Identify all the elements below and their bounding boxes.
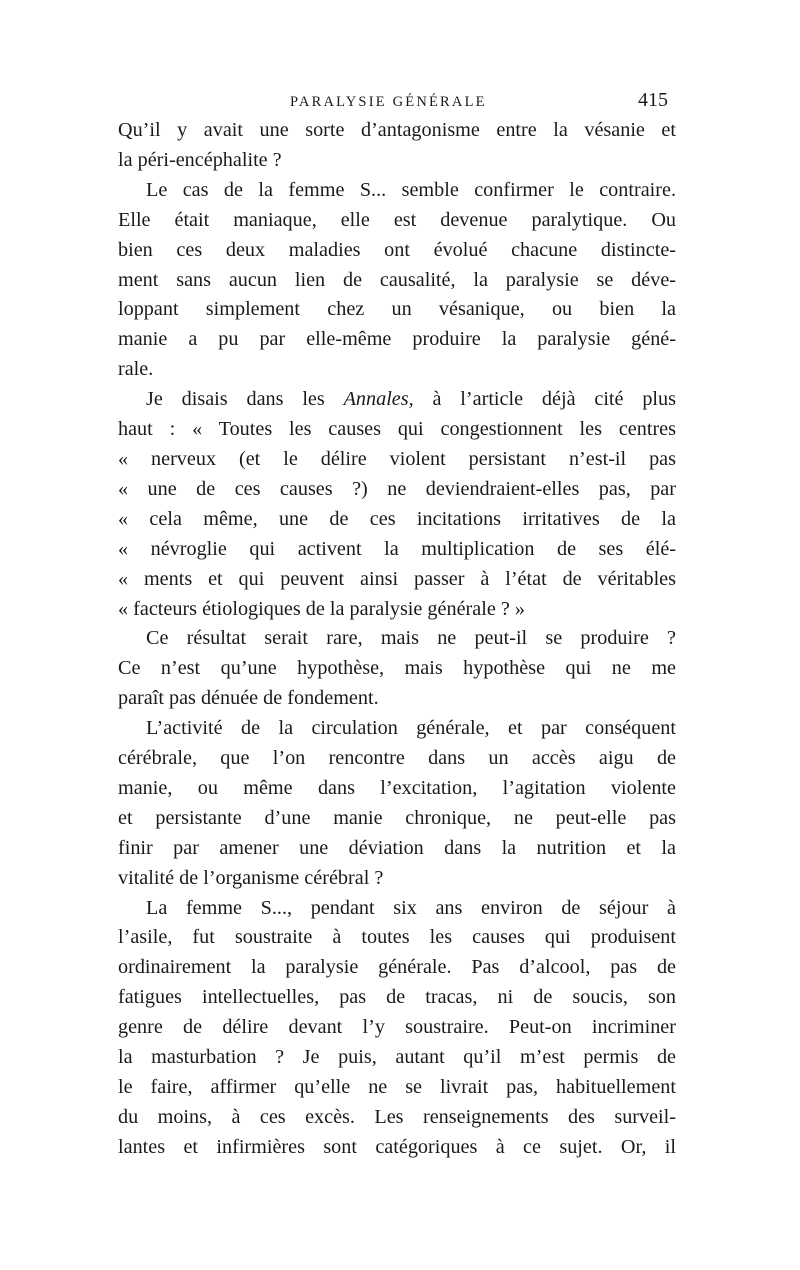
text-line: « névroglie qui activent la multiplication de ses élé- [118,537,676,560]
text-line: Ce n’est qu’une hypothèse, mais hypothèse qui ne me [118,657,676,680]
text-line: vitalité de l’organisme cérébral ? [118,866,384,889]
text-line: rale. [118,358,154,381]
text-line: loppant simplement chez un vésanique, ou bien la [118,298,676,321]
text-line: L’activité de la circulation générale, et par conséquent [146,717,676,740]
text-line: manie a pu par elle-même produire la paralysie géné- [118,328,676,351]
text-line: paraît pas dénuée de fondement. [118,687,379,710]
text-line: l’asile, fut soustraite à toutes les causes qui produisent [118,926,676,949]
text-line: « ments et qui peuvent ainsi passer à l’état de véritables [118,567,676,590]
text-segment: à l’article déjà cité plus [413,388,676,411]
text-line: La femme S..., pendant six ans environ de séjour à [146,896,676,919]
text-line: et persistante d’une manie chronique, ne peut-elle pas [118,806,676,829]
text-segment: Je disais dans les [146,388,344,411]
page-header [118,89,678,116]
text-line: lantes et infirmières sont catégoriques à ce sujet. Or, il [118,1135,676,1158]
text-line: « cela même, une de ces incitations irritatives de la [118,507,676,530]
text-line: fatigues intellectuelles, pas de tracas, ni de soucis, son [118,986,676,1009]
text-line: ment sans aucun lien de causalité, la paralysie se déve- [118,268,676,291]
text-line: la masturbation ? Je puis, autant qu’il m’est permis de [118,1046,676,1069]
text-line: « une de ces causes ?) ne deviendraient-elles pas, par [118,477,676,500]
text-line: Qu’il y avait une sorte d’antagonisme entre la vésanie et [118,119,676,141]
text-line: ordinairement la paralysie générale. Pas d’alcool, pas de [118,956,676,979]
text-line: Ce résultat serait rare, mais ne peut-il se produire ? [146,627,676,650]
text-line [118,385,676,415]
text-line: le faire, affirmer qu’elle ne se livrait pas, habituellement [118,1076,676,1098]
text-line: « nerveux (et le délire violent persistant n’est-il pas [118,447,676,470]
text-line: finir par amener une déviation dans la nutrition et la [118,836,676,859]
page-number: 415 [638,89,668,111]
body-text [118,116,676,1163]
text-line: Le cas de la femme S... semble confirmer le contraire. [146,178,676,201]
text-line: haut : « Toutes les causes qui congestionnent les centres [118,418,676,441]
text-line: manie, ou même dans l’excitation, l’agitation violente [118,776,676,799]
running-title: PARALYSIE GÉNÉRALE [290,94,487,110]
text-line: cérébrale, que l’on rencontre dans un accès aigu de [118,747,676,770]
text-line: du moins, à ces excès. Les renseignements des surveil- [118,1105,676,1128]
text-line: bien ces deux maladies ont évolué chacune distincte- [118,238,676,261]
italic-title: Annales, [343,388,414,411]
text-line: « facteurs étiologiques de la paralysie générale ? » [118,597,525,620]
text-line: genre de délire devant l’y soustraire. Peut-on incriminer [118,1016,676,1039]
text-line: Elle était maniaque, elle est devenue paralytique. Ou [118,208,676,231]
text-line: la péri-encéphalite ? [118,148,282,171]
